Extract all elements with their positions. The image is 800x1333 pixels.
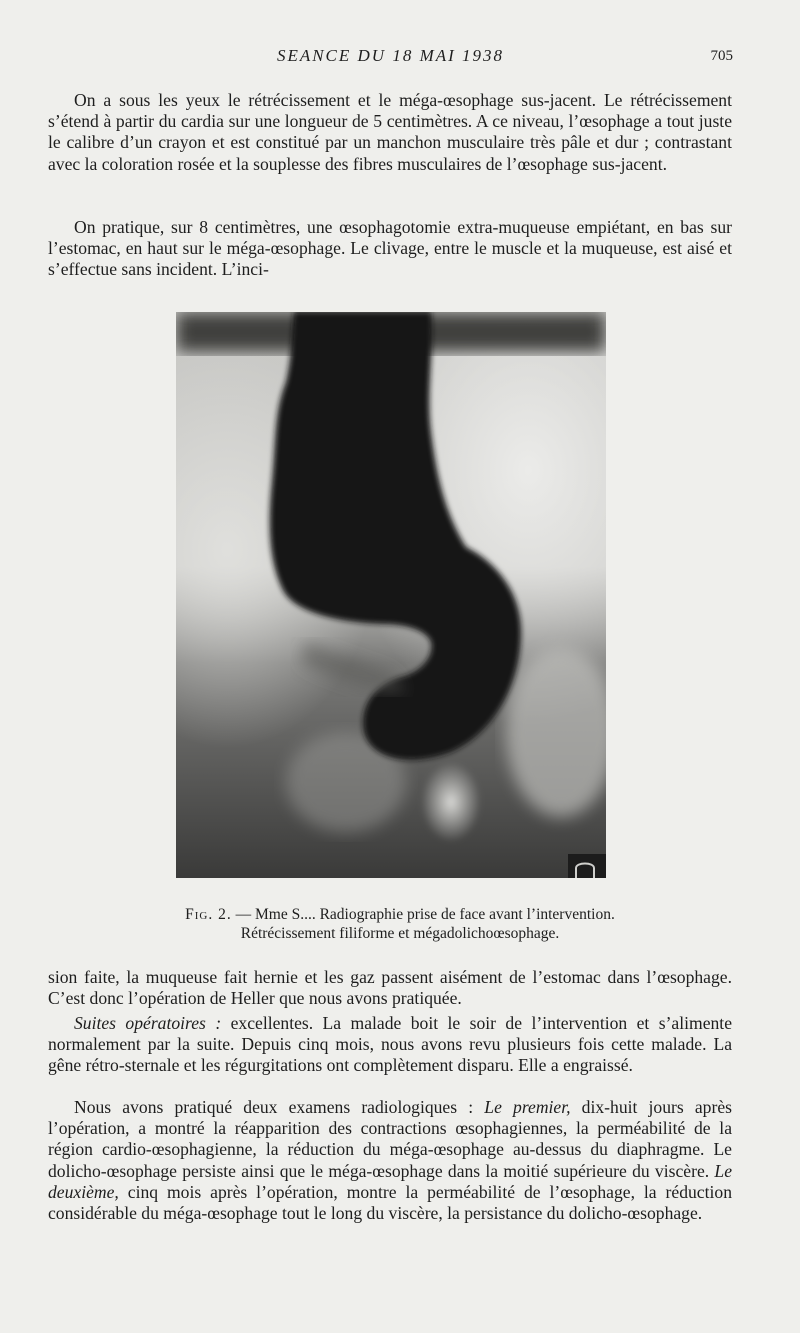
- second-exam-lead: Le deuxième,: [48, 1160, 732, 1202]
- paragraph-suites-operatoires: [48, 1013, 732, 1077]
- paragraph-text: sion faite, la muqueuse fait hernie et les gaz passent aisément de l’estomac dans l’œsophage. C’est donc l’opération de Heller que nous avons pratiquée.: [48, 967, 732, 1009]
- paragraph-text: On a sous les yeux le rétrécissement et le méga-œsophage sus-jacent. Le rétrécissement s’étend à partir du cardia sur une longueur de 5 centimètres. A ce niveau, l’œsophage a tout juste le calibre d’un crayon et est constitué par un manchon musculaire très pâle et dur ; contrastant avec la coloration rosée et la souplesse des fibres musculaires de l’œsophage sus-jacent.: [48, 90, 732, 174]
- figure-label: Fig. 2.: [185, 906, 232, 923]
- caption-line-1: [100, 905, 700, 924]
- paragraph-heller: [48, 967, 732, 1009]
- caption-line-1-text: Radiographie prise de face avant l’intervention.: [315, 906, 615, 923]
- paragraph-text: On pratique, sur 8 centimètres, une œsophagotomie extra-muqueuse empiétant, en bas sur l’estomac, en haut sur le méga-œsophage. Le clivage, entre le muscle et la muqueuse, est aisé et s’effectue sans incident. L’inci-: [48, 217, 732, 280]
- page-number: 705: [710, 48, 733, 64]
- paragraph-oesophagotomie: [48, 217, 732, 281]
- first-exam-text: dix-huit jours après l’opération, a montré la réapparition des contractions œsophagiennes, la perméabilité de la région cardio-œsophagienne, la réduction du méga-œsophage au-dessus du diaphragme. Le dolicho-œsophage persiste ainsi que le méga-œsophage dans la moitié supérieure du viscère.: [48, 1097, 732, 1181]
- suites-heading: Suites opératoires :: [74, 1013, 222, 1033]
- running-title: SEANCE DU 18 MAI 1938: [276, 46, 505, 65]
- figure-caption: [100, 905, 700, 943]
- figure-subject: — Mme S....: [235, 906, 316, 923]
- running-header: [48, 46, 733, 70]
- first-exam-lead: Le premier,: [484, 1097, 571, 1117]
- paragraph-retrecissement: [48, 90, 732, 175]
- paragraph-examens-radiologiques: [48, 1097, 732, 1224]
- suites-text: excellentes. La malade boit le soir de l’intervention et s’alimente normalement par la suite. Depuis cinq mois, nous avons revu plusieurs fois cette malade. La gêne rétro-sternale et les régurgitations ont complètement disparu. Elle a engraissé.: [48, 1013, 733, 1076]
- caption-line-2: Rétrécissement filiforme et mégadolichoœsophage.: [240, 925, 560, 942]
- radiograph-figure: [176, 312, 606, 878]
- second-exam-text: cinq mois après l’opération, montre la perméabilité de l’œsophage, la réduction considérable du méga-œsophage tout le long du viscère, la persistance du dolicho-œsophage.: [48, 1181, 732, 1224]
- exams-intro: Nous avons pratiqué deux examens radiologiques :: [74, 1097, 485, 1117]
- radiograph-image: [176, 312, 606, 878]
